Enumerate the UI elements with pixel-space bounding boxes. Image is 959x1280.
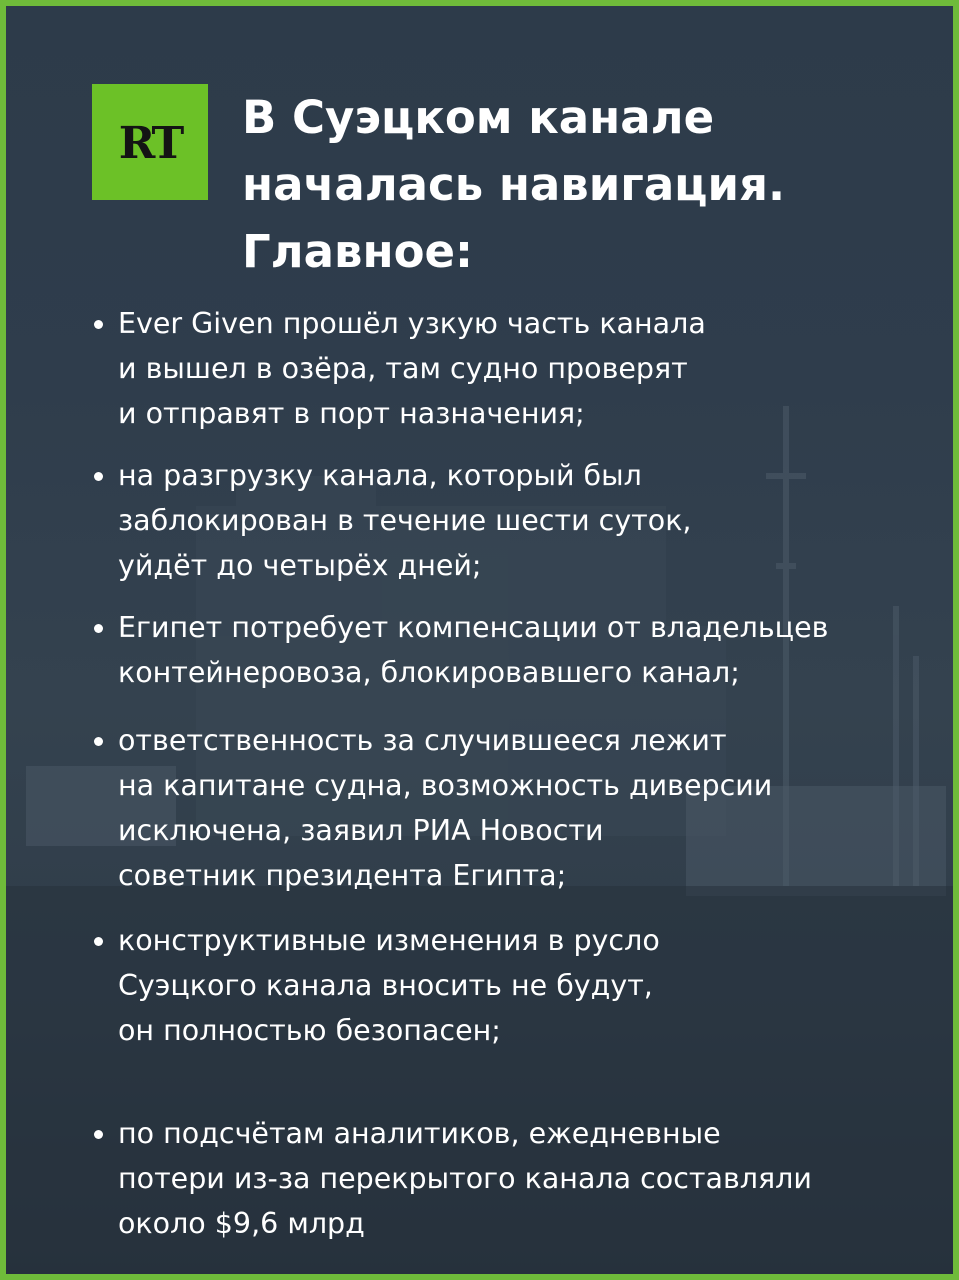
list-item: по подсчётам аналитиков, ежедневные потери из-за перекрытого канала составляли около $9,6 млрд xyxy=(90,1111,940,1246)
list-item: на разгрузку канала, который был заблокирован в течение шести суток, уйдёт до четырёх дней; xyxy=(90,453,940,588)
rt-logo-text: RT xyxy=(118,118,182,169)
list-item: конструктивные изменения в русло Суэцкого канала вносить не будут, он полностью безопасен; xyxy=(90,918,940,1053)
card-frame xyxy=(6,6,953,1274)
list-item: Египет потребует компенсации от владельцев контейнеровоза, блокировавшего канал; xyxy=(90,605,940,695)
page-title: В Суэцком канале началась навигация. Главное: xyxy=(242,91,786,278)
bullet-list xyxy=(90,301,940,1246)
list-item: Ever Given прошёл узкую часть канала и вышел в озёра, там судно проверят и отправят в порт назначения; xyxy=(90,301,940,436)
rt-logo xyxy=(92,84,208,200)
list-item: ответственность за случившееся лежит на капитане судна, возможность диверсии исключена, заявил РИА Новости советник президента Египта; xyxy=(90,718,940,898)
